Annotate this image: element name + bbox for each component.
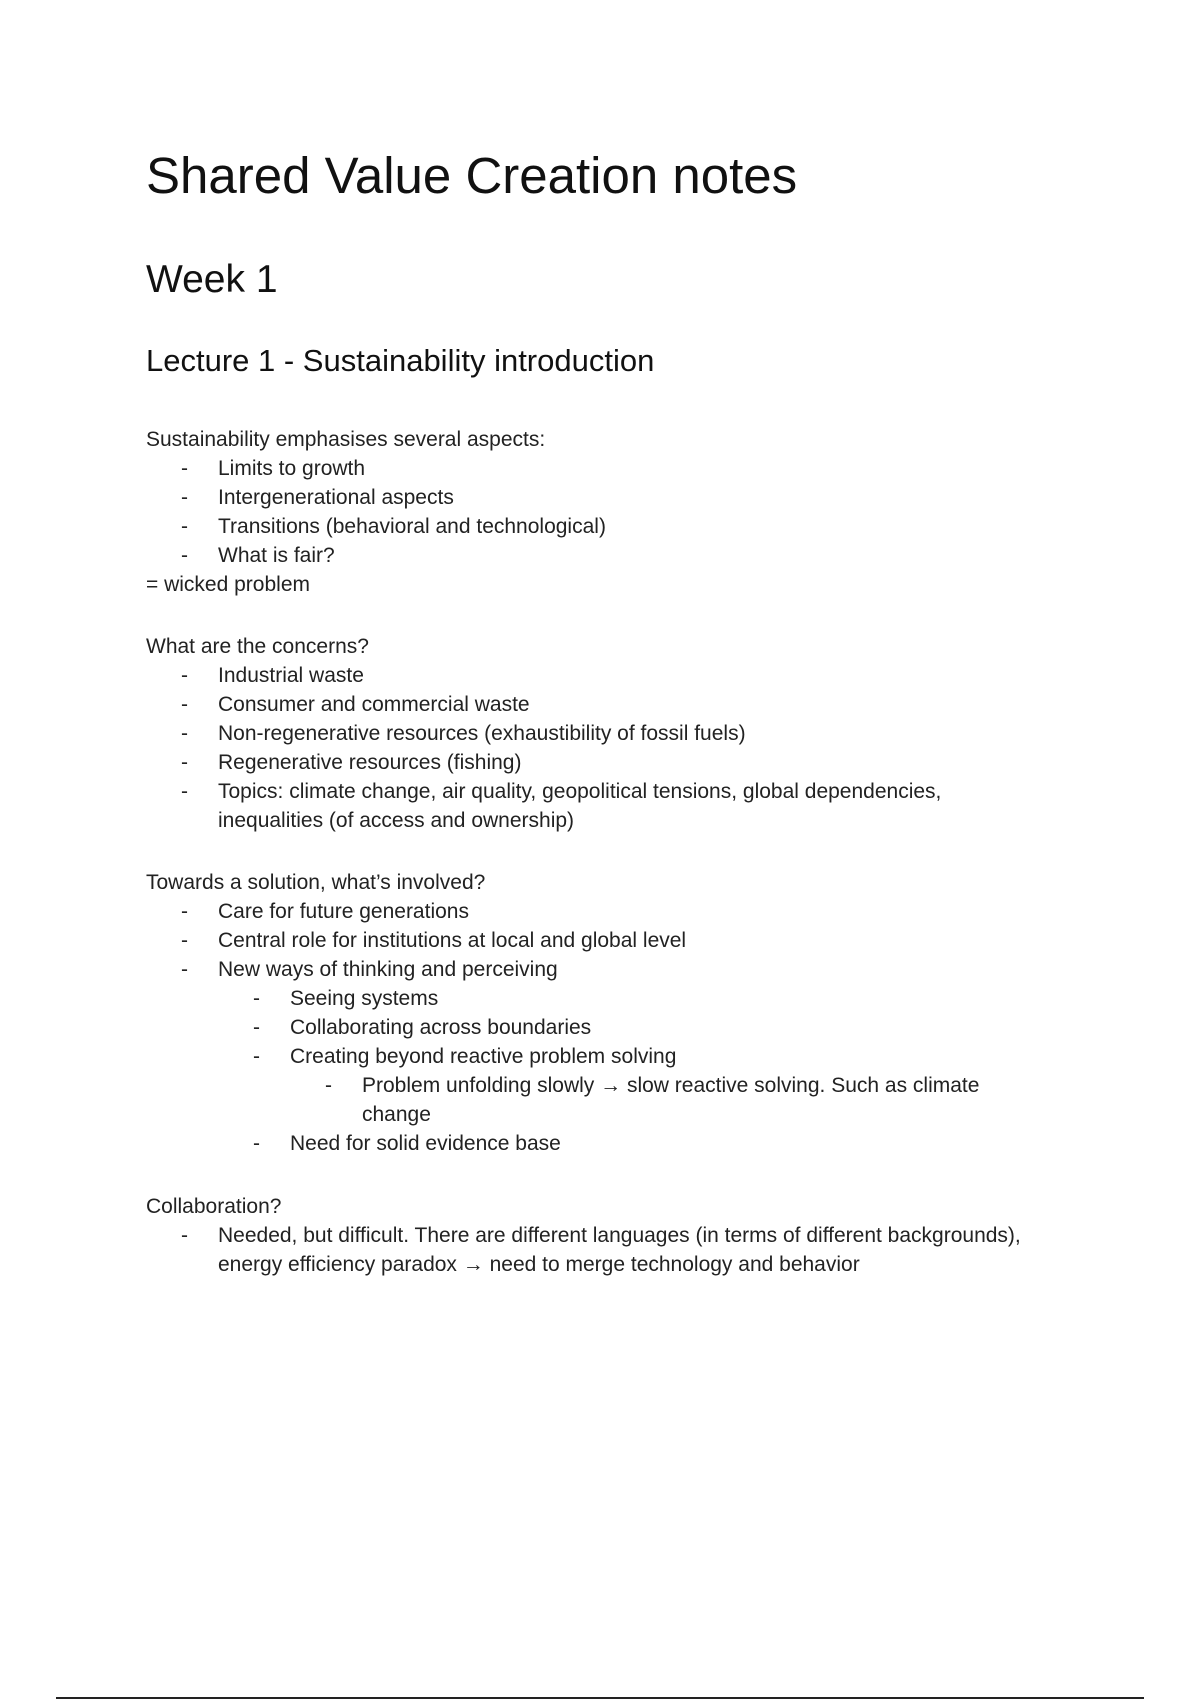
document-title: Shared Value Creation notes — [146, 147, 798, 204]
dash-bullet: - — [181, 457, 188, 480]
lecture-heading: Lecture 1 - Sustainability introduction — [146, 343, 655, 378]
section-heading: Sustainability emphasises several aspects: — [146, 428, 546, 451]
page-bottom-rule — [56, 1697, 1144, 1699]
list-item: - Seeing systems — [218, 984, 1106, 1013]
list-item: - Needed, but difficult. There are different languages (in terms of different backgrounds), energy efficiency paradox → need to merge technology and behavior — [146, 1221, 1106, 1279]
week-heading: Week 1 — [146, 258, 278, 301]
bullet-list — [146, 897, 1106, 1158]
section-heading: What are the concerns? — [146, 635, 369, 658]
dash-bullet: - — [181, 486, 188, 509]
list-item: - New ways of thinking and perceiving - Seeing systems - Collaborating across boundaries - Creating beyond reactive problem solving - Problem unfolding slowly → slow reactive solving. Such as climate change - Need for solid evidence base — [146, 955, 1106, 1158]
list-item: - Transitions (behavioral and technological) — [146, 512, 1106, 541]
section-collaboration — [146, 1192, 1106, 1279]
dash-bullet: - — [181, 900, 188, 923]
nested-bullet-list — [218, 984, 1106, 1158]
section-sustainability-aspects — [146, 425, 1106, 599]
section-concerns — [146, 632, 1106, 835]
dash-bullet: - — [181, 722, 188, 745]
list-item: - Creating beyond reactive problem solving - Problem unfolding slowly → slow reactive solving. Such as climate change — [218, 1042, 1106, 1129]
section-towards-solution — [146, 868, 1106, 1158]
nested-bullet-list — [290, 1071, 1106, 1129]
list-item: - Central role for institutions at local and global level — [146, 926, 1106, 955]
list-item: - Topics: climate change, air quality, geopolitical tensions, global dependencies, inequalities (of access and ownership) — [146, 777, 1106, 835]
dash-bullet: - — [181, 929, 188, 952]
dash-bullet: - — [325, 1074, 332, 1097]
dash-bullet: - — [253, 1045, 260, 1068]
list-item: - Consumer and commercial waste — [146, 690, 1106, 719]
dash-bullet: - — [253, 987, 260, 1010]
list-item: - Industrial waste — [146, 661, 1106, 690]
dash-bullet: - — [181, 664, 188, 687]
wicked-problem-note: = wicked problem — [146, 573, 310, 596]
list-item: - Need for solid evidence base — [218, 1129, 1106, 1158]
list-item: - Limits to growth — [146, 454, 1106, 483]
dash-bullet: - — [181, 780, 188, 803]
list-item: - Non-regenerative resources (exhaustibility of fossil fuels) — [146, 719, 1106, 748]
dash-bullet: - — [181, 751, 188, 774]
section-heading: Towards a solution, what’s involved? — [146, 871, 486, 894]
list-item: - Regenerative resources (fishing) — [146, 748, 1106, 777]
bullet-list — [146, 1221, 1106, 1279]
list-item: - Problem unfolding slowly → slow reactive solving. Such as climate change — [290, 1071, 1106, 1129]
section-heading: Collaboration? — [146, 1195, 282, 1218]
dash-bullet: - — [181, 693, 188, 716]
list-item: - Collaborating across boundaries — [218, 1013, 1106, 1042]
list-item: - Intergenerational aspects — [146, 483, 1106, 512]
dash-bullet: - — [181, 515, 188, 538]
dash-bullet: - — [253, 1016, 260, 1039]
dash-bullet: - — [181, 958, 188, 981]
dash-bullet: - — [181, 544, 188, 567]
bullet-list — [146, 454, 1106, 570]
dash-bullet: - — [253, 1132, 260, 1155]
bullet-list — [146, 661, 1106, 835]
list-item: - Care for future generations — [146, 897, 1106, 926]
dash-bullet: - — [181, 1224, 188, 1247]
list-item: - What is fair? — [146, 541, 1106, 570]
